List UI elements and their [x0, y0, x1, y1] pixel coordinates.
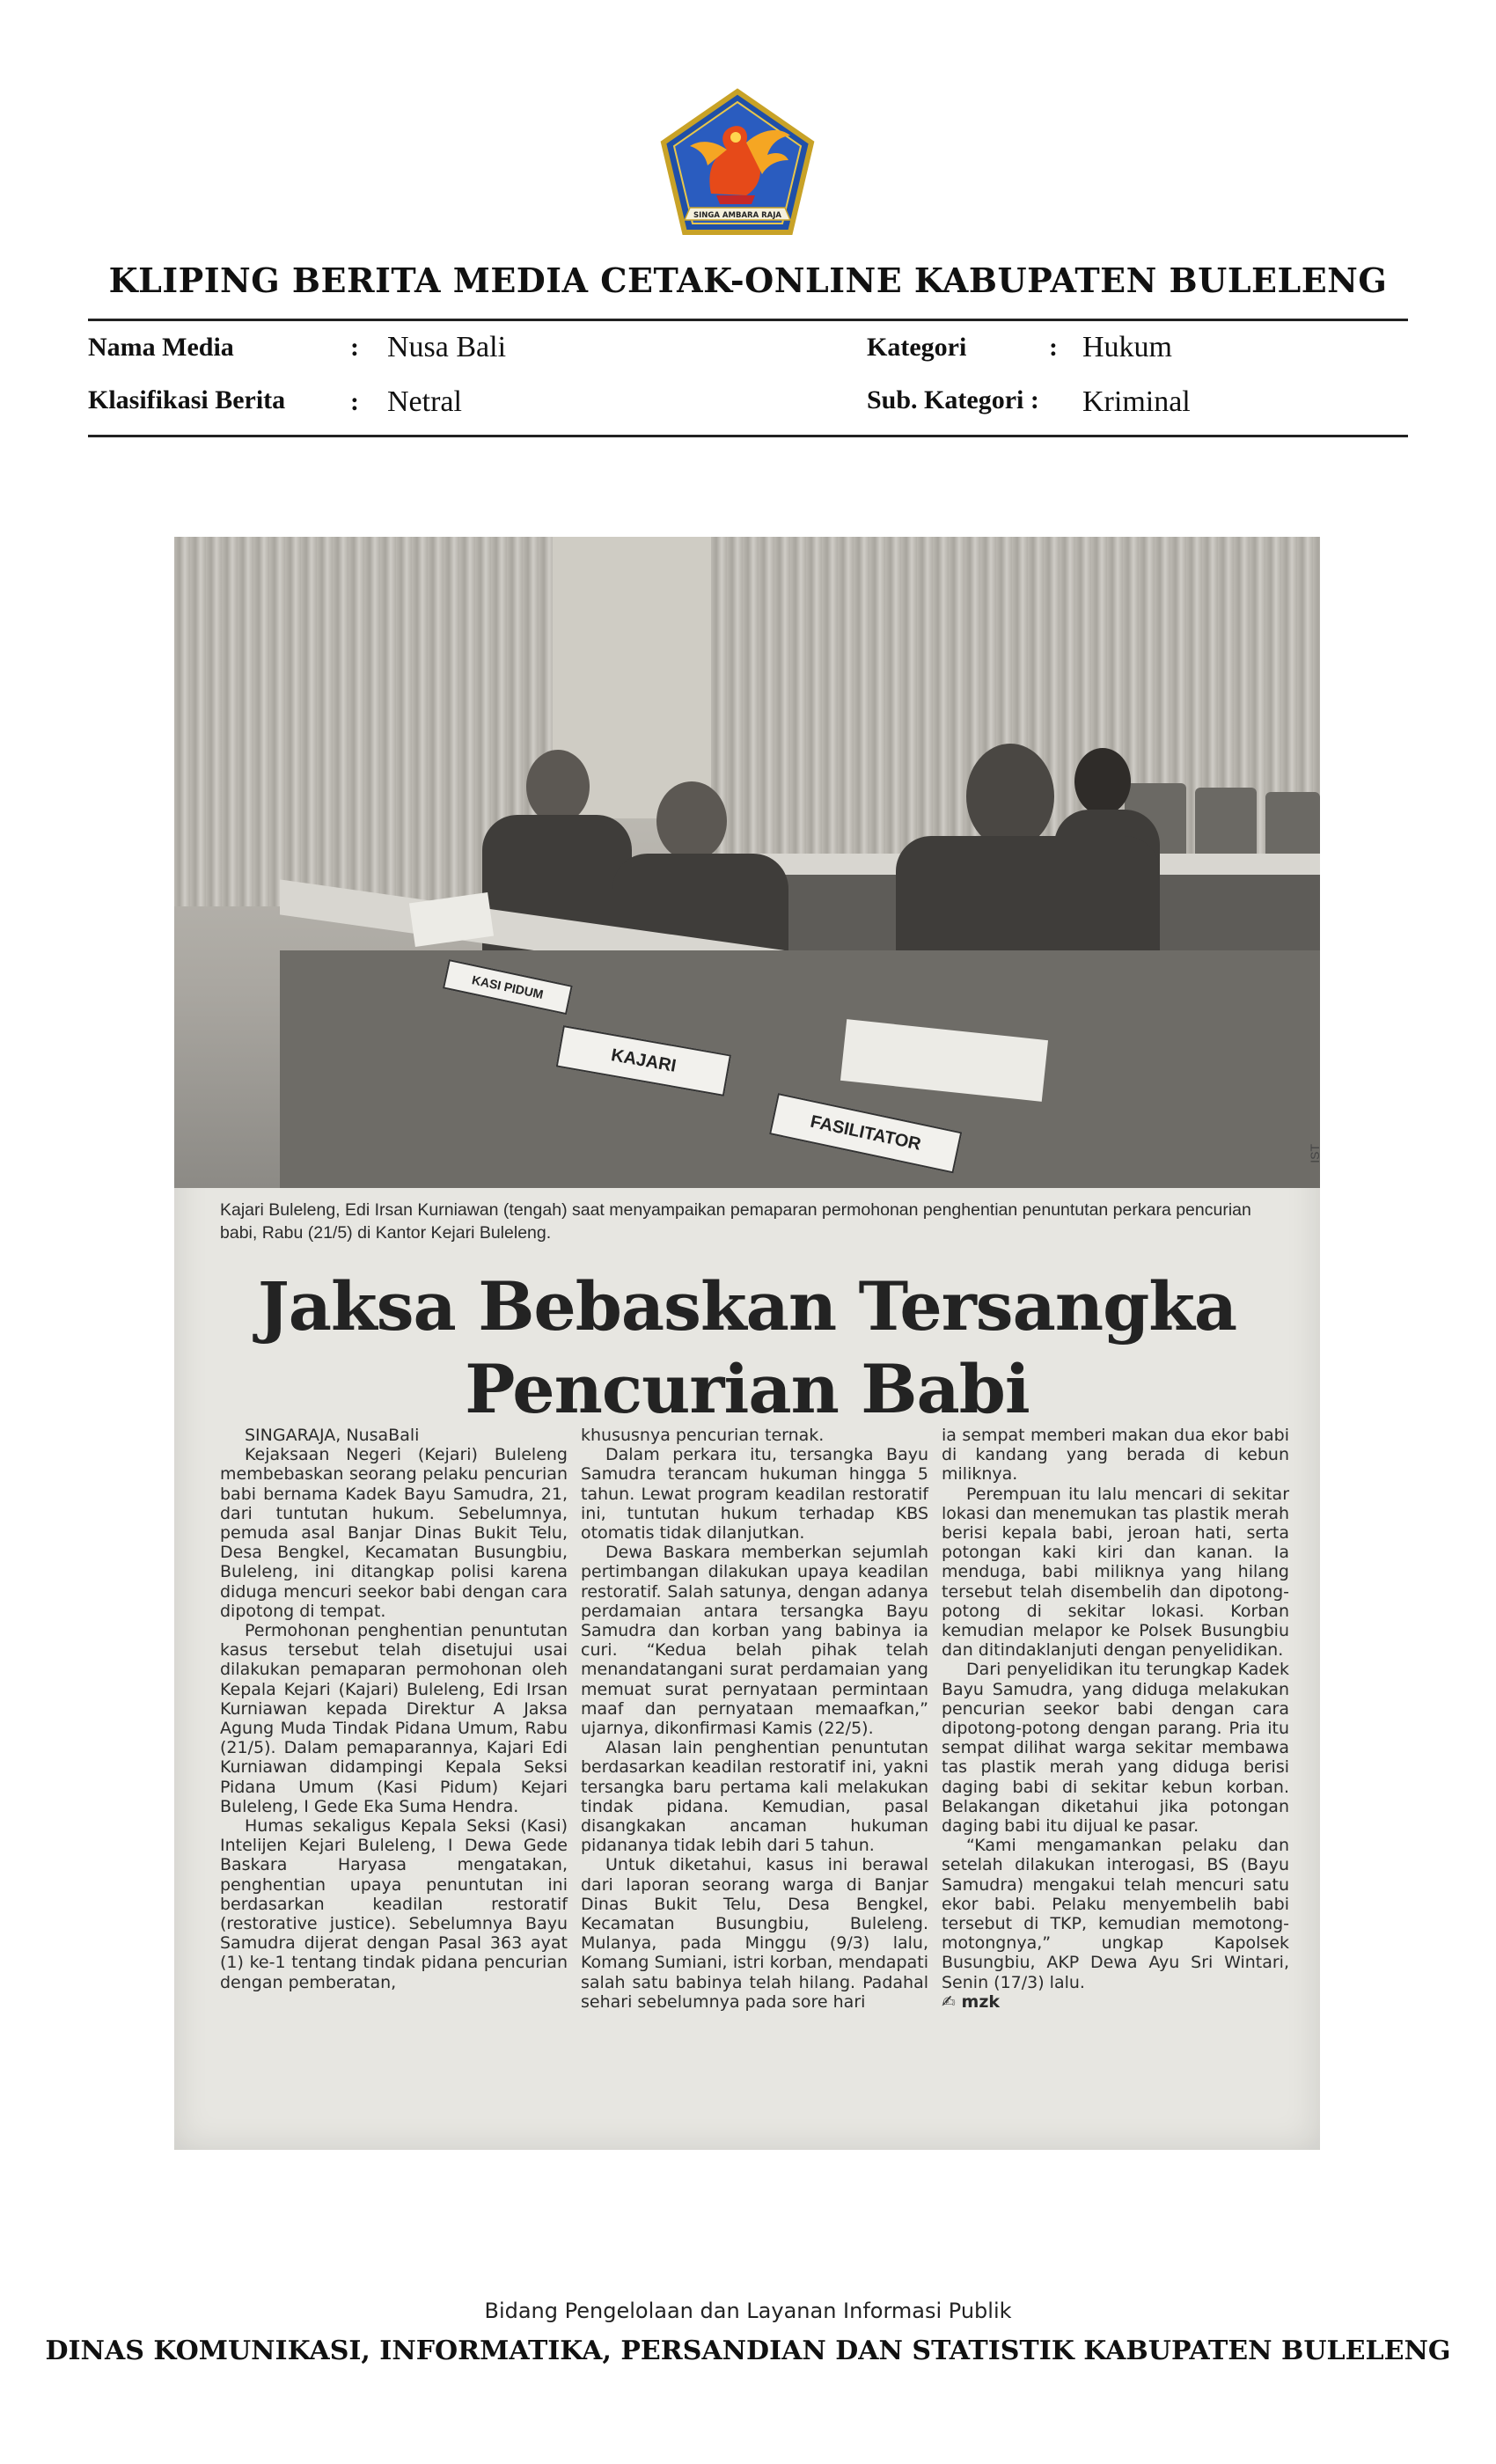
paragraph: Humas sekaligus Kepala Seksi (Kasi) Intelijen Kejari Buleleng, I Dewa Gede Baskara Haryasa mengatakan, penghentian upaya penuntutan ini berdasarkan keadilan restoratif (restorative justice). Sebelumnya Bayu Samudra dijerat dengan Pasal 363 ayat (1) ke-1 tentang tindak pidana pencurian dengan pemberatan, — [220, 1816, 568, 1992]
page-title: KLIPING BERITA MEDIA CETAK-ONLINE KABUPATEN BULELENG — [108, 260, 1388, 300]
sub-kategori-label: Sub. Kategori : — [867, 385, 1039, 414]
nama-media-value: Nusa Bali — [387, 331, 507, 363]
photo-credit: IST — [1308, 1144, 1322, 1163]
paragraph: Untuk diketahui, kasus ini berawal dari laporan seorang warga di Banjar Dinas Bukit Telu, Desa Bengkel, Kecamatan Busungbiu, Buleleng. Mulanya, pada Minggu (9/3) lalu, Komang Sumiani, istri korban, mendapati salah satu babinya telah hilang. Padahal sehari sebelumnya pada sore hari — [581, 1855, 928, 2012]
article-photo — [174, 537, 1320, 1188]
nameplate-kasi-pidum: KASI PIDUM — [443, 959, 573, 1015]
header-rule-top — [88, 319, 1408, 321]
paragraph: Kejaksaan Negeri (Kejari) Buleleng membebaskan seorang pelaku pencurian babi bernama Kadek Bayu Samudra, 21, dari tuntutan hukum. Sebelumnya, pemuda asal Banjar Dinas Bukit Telu, Desa Bengkel, Kecamatan Busungbiu, Buleleng, ini ditangkap polisi karena diduga mencuri seekor babi dengan cara dipotong di tempat. — [220, 1445, 568, 1621]
person-head — [1074, 748, 1131, 815]
newspaper-clipping — [174, 537, 1320, 2150]
kategori-value: Hukum — [1082, 331, 1172, 363]
person-head — [966, 744, 1054, 849]
paragraph: ia sempat memberi makan dua ekor babi di kandang yang berada di kebun miliknya. — [942, 1426, 1289, 1485]
article-column-3 — [942, 1426, 1289, 2012]
author-mark: ✍ mzk — [942, 1991, 1001, 2012]
front-desk — [280, 950, 1320, 1188]
person-head — [656, 781, 727, 861]
nameplate-fasilitator: FASILITATOR — [769, 1093, 962, 1173]
paragraph: Permohonan penghentian penuntutan kasus tersebut telah disetujui usai dilakukan pemaparan permohonan oleh Kepala Kejari (Kajari) Buleleng, Edi Irsan Kurniawan kepada Direktur A Jaksa Agung Muda Tindak Pidana Umum, Rabu (21/5). Dalam pemaparannya, Kajari Edi Kurniawan didampingi Kepala Seksi Pidana Umum (Kasi Pidum) Kejari Buleleng, I Gede Eka Suma Hendra. — [220, 1621, 568, 1816]
footer-agency: DINAS KOMUNIKASI, INFORMATIKA, PERSANDIAN DAN STATISTIK KABUPATEN BULELENG — [45, 2336, 1451, 2366]
klasifikasi-label: Klasifikasi Berita — [88, 385, 286, 414]
paragraph: Perempuan itu lalu mencari di sekitar lokasi dan menemukan tas plastik merah berisi kepala babi, jeroan hati, serta potongan kaki kiri dan kanan. Ia menduga, babi miliknya yang hilang tersebut telah disembelih dan dipotong-potong di sekitar lokasi. Korban kemudian melapor ke Polsek Busungbiu dan ditindaklanjuti dengan penyelidikan. — [942, 1484, 1289, 1661]
nama-media-colon: : — [350, 333, 359, 362]
sub-kategori-value: Kriminal — [1082, 385, 1191, 418]
klasifikasi-colon: : — [350, 387, 359, 416]
footer-department: Bidang Pengelolaan dan Layanan Informasi Publik — [484, 2299, 1012, 2323]
article-column-1 — [220, 1426, 568, 1992]
person-head — [526, 750, 590, 824]
paragraph: Alasan lain penghentian penuntutan berdasarkan keadilan restoratif ini, yakni tersangka baru pertama kali melakukan tindak pidana. Kemudian, pasal disangkakan ancaman hukuman pidananya tidak lebih dari 5 tahun. — [581, 1738, 928, 1856]
logo-text: SINGA AMBARA RAJA — [693, 211, 781, 220]
kategori-colon: : — [1049, 333, 1058, 362]
singa-ambara-raja-crest-icon — [658, 88, 817, 238]
paragraph: “Kami mengamankan pelaku dan setelah dilakukan interogasi, BS (Bayu Samudra) mengakui telah mencuri satu ekor babi. Pelaku menyembelih babi tersebut di TKP, kemudian memotong-motongnya,” ungkap Kapolsek Busungbiu, AKP Dewa Ayu Sri Wintari, Senin (17/3) lalu. — [942, 1836, 1289, 1992]
kategori-label: Kategori — [867, 333, 967, 362]
paragraph: Dari penyelidikan itu terungkap Kadek Bayu Samudra, yang diduga melakukan pencurian seekor babi dengan cara dipotong-potong dengan parang. Pria itu sempat dilihat warga sekitar membawa tas plastik merah yang diduga berisi daging babi di sekitar kebun korban. Belakangan diketahui jika potongan daging babi itu dijual ke pasar. — [942, 1660, 1289, 1837]
paragraph: khususnya pencurian ternak. — [581, 1426, 825, 1445]
nama-media-label: Nama Media — [88, 333, 234, 362]
dateline: SINGARAJA, NusaBali — [245, 1426, 420, 1445]
klasifikasi-value: Netral — [387, 385, 462, 418]
nameplate-kajari: KAJARI — [556, 1025, 731, 1096]
paragraph: Dewa Baskara memberkan sejumlah pertimbangan dilakukan upaya keadilan restoratif. Salah satunya, dengan adanya perdamaian antara tersangka Bayu Samudra dan korban yang babinya ia curi. “Kedua belah pihak telah menandatangani surat perdamaian yang memuat surat pernyataan permintaan maaf dan pernyataan memaafkan,” ujarnya, dikonfirmasi Kamis (22/5). — [581, 1543, 928, 1739]
headline-line-2: Pencurian Babi — [465, 1350, 1030, 1428]
article-column-2 — [581, 1426, 928, 2012]
photo-caption: Kajari Buleleng, Edi Irsan Kurniawan (tengah) saat menyampaikan pemaparan permohonan penghentian penuntutan perkara pencurian babi, Rabu (21/5) di Kantor Kejari Buleleng. — [220, 1200, 1251, 1243]
headline-line-1: Jaksa Bebaskan Tersangka — [257, 1267, 1237, 1346]
header-rule-bottom — [88, 435, 1408, 437]
paragraph: Dalam perkara itu, tersangka Bayu Samudra terancam hukuman hingga 5 tahun. Lewat program keadilan restoratif ini, tuntutan hukum terhadap KBS otomatis tidak dilanjutkan. — [581, 1445, 928, 1544]
